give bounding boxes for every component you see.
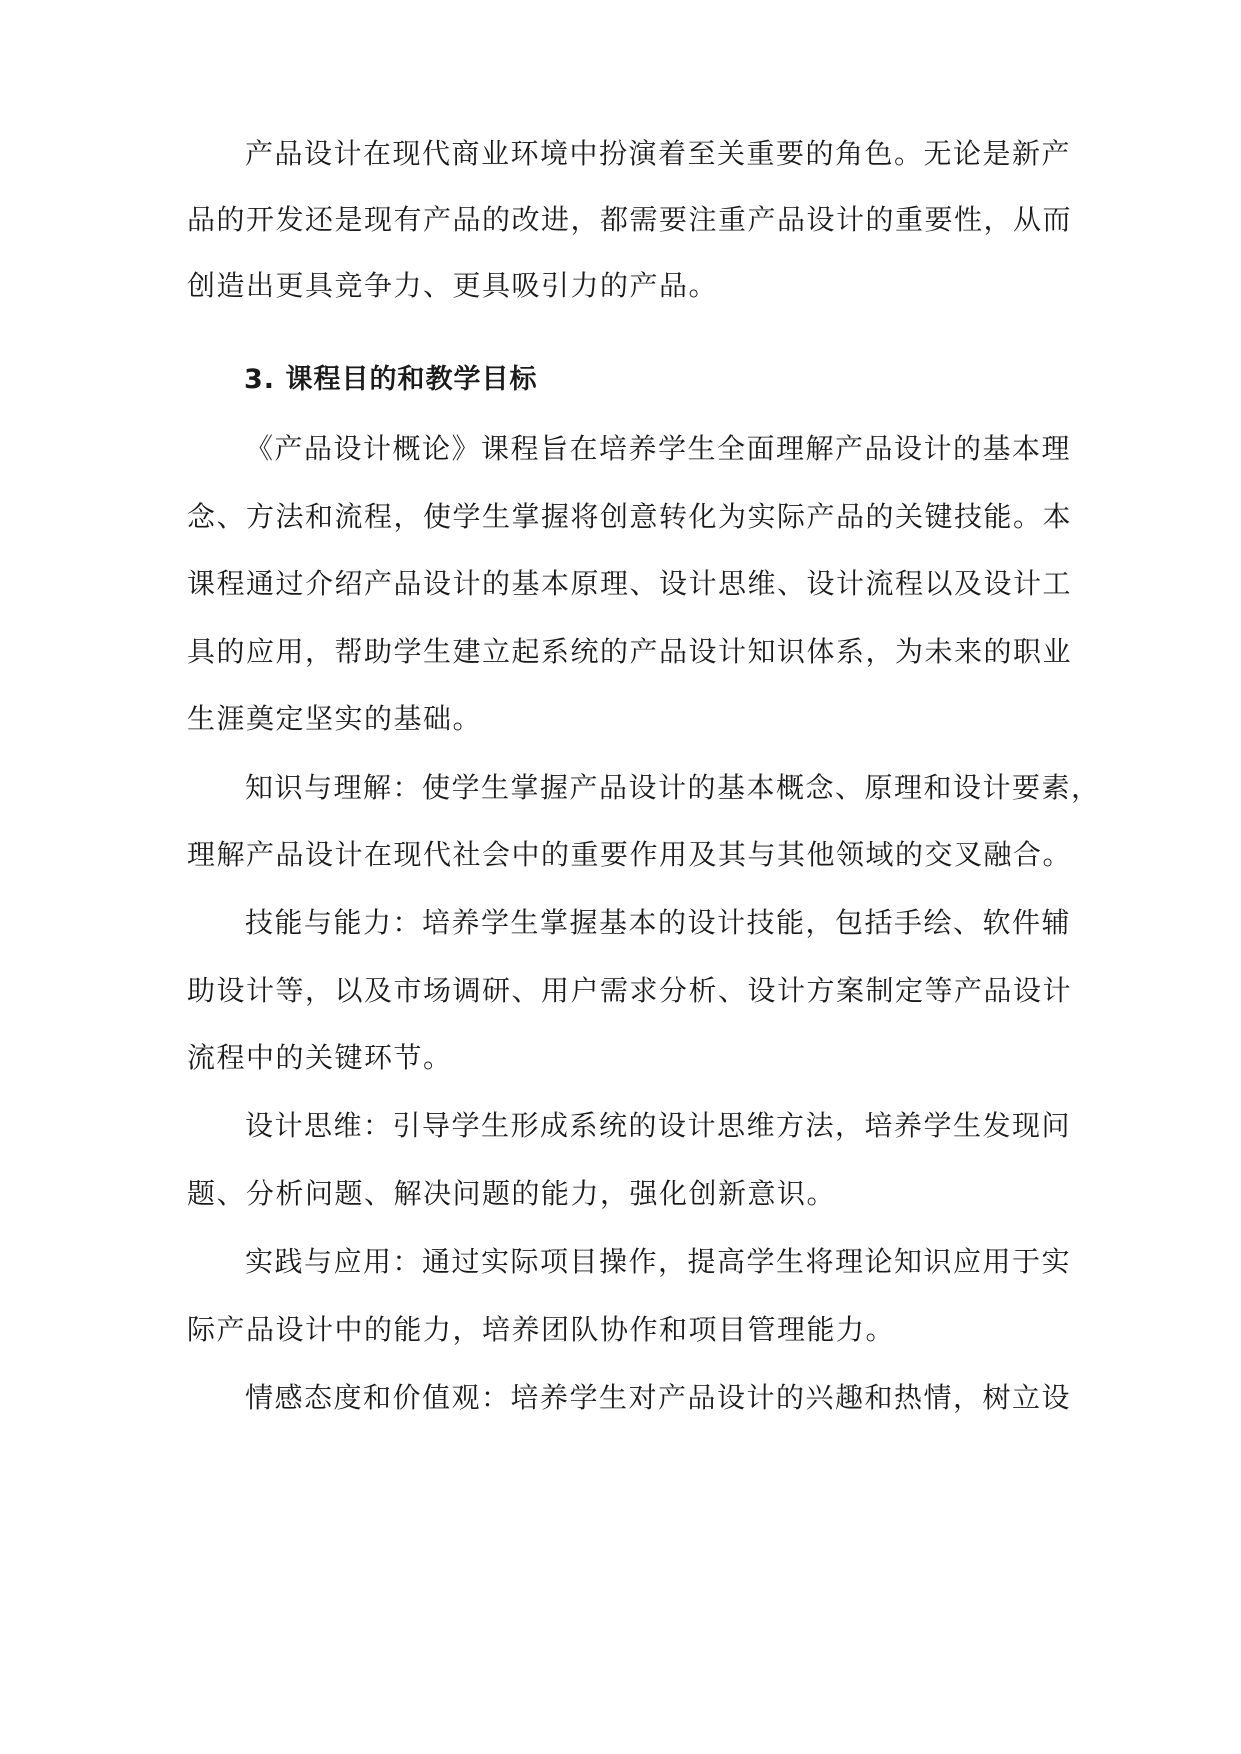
section-heading: 3. 课程目的和教学目标	[244, 364, 538, 395]
thinking-paragraph-line: 题、分析问题、解决问题的能力，强化创新意识。	[187, 1177, 837, 1210]
skills-paragraph-line: 技能与能力：培养学生掌握基本的设计技能，包括手绘、软件辅	[245, 906, 1072, 939]
practice-paragraph-line: 实践与应用：通过实际项目操作，提高学生将理论知识应用于实	[245, 1245, 1072, 1278]
course-paragraph-line: 课程通过介绍产品设计的基本原理、设计思维、设计流程以及设计工	[187, 567, 1073, 600]
knowledge-paragraph-line: 知识与理解：使学生掌握产品设计的基本概念、原理和设计要素，	[245, 771, 1101, 804]
knowledge-paragraph-line: 理解产品设计在现代社会中的重要作用及其与其他领域的交叉融合。	[187, 838, 1073, 871]
course-paragraph-line: 生涯奠定坚实的基础。	[187, 702, 483, 735]
skills-paragraph-line: 助设计等，以及市场调研、用户需求分析、设计方案制定等产品设计	[187, 974, 1073, 1007]
practice-paragraph-line: 际产品设计中的能力，培养团队协作和项目管理能力。	[187, 1313, 896, 1346]
skills-paragraph-line: 流程中的关键环节。	[187, 1041, 453, 1074]
intro-paragraph-line: 产品设计在现代商业环境中扮演着至关重要的角色。无论是新产	[245, 137, 1072, 170]
course-paragraph-line: 具的应用，帮助学生建立起系统的产品设计知识体系，为未来的职业	[187, 635, 1073, 668]
intro-paragraph-line: 创造出更具竞争力、更具吸引力的产品。	[187, 269, 719, 302]
course-paragraph-line: 念、方法和流程，使学生掌握将创意转化为实际产品的关键技能。本	[187, 500, 1073, 533]
intro-paragraph-line: 品的开发还是现有产品的改进，都需要注重产品设计的重要性，从而	[187, 203, 1073, 236]
thinking-paragraph-line: 设计思维：引导学生形成系统的设计思维方法，培养学生发现问	[245, 1109, 1072, 1142]
attitude-paragraph-line: 情感态度和价值观：培养学生对产品设计的兴趣和热情，树立设	[245, 1381, 1072, 1414]
course-paragraph-line: 《产品设计概论》课程旨在培养学生全面理解产品设计的基本理	[245, 432, 1072, 465]
